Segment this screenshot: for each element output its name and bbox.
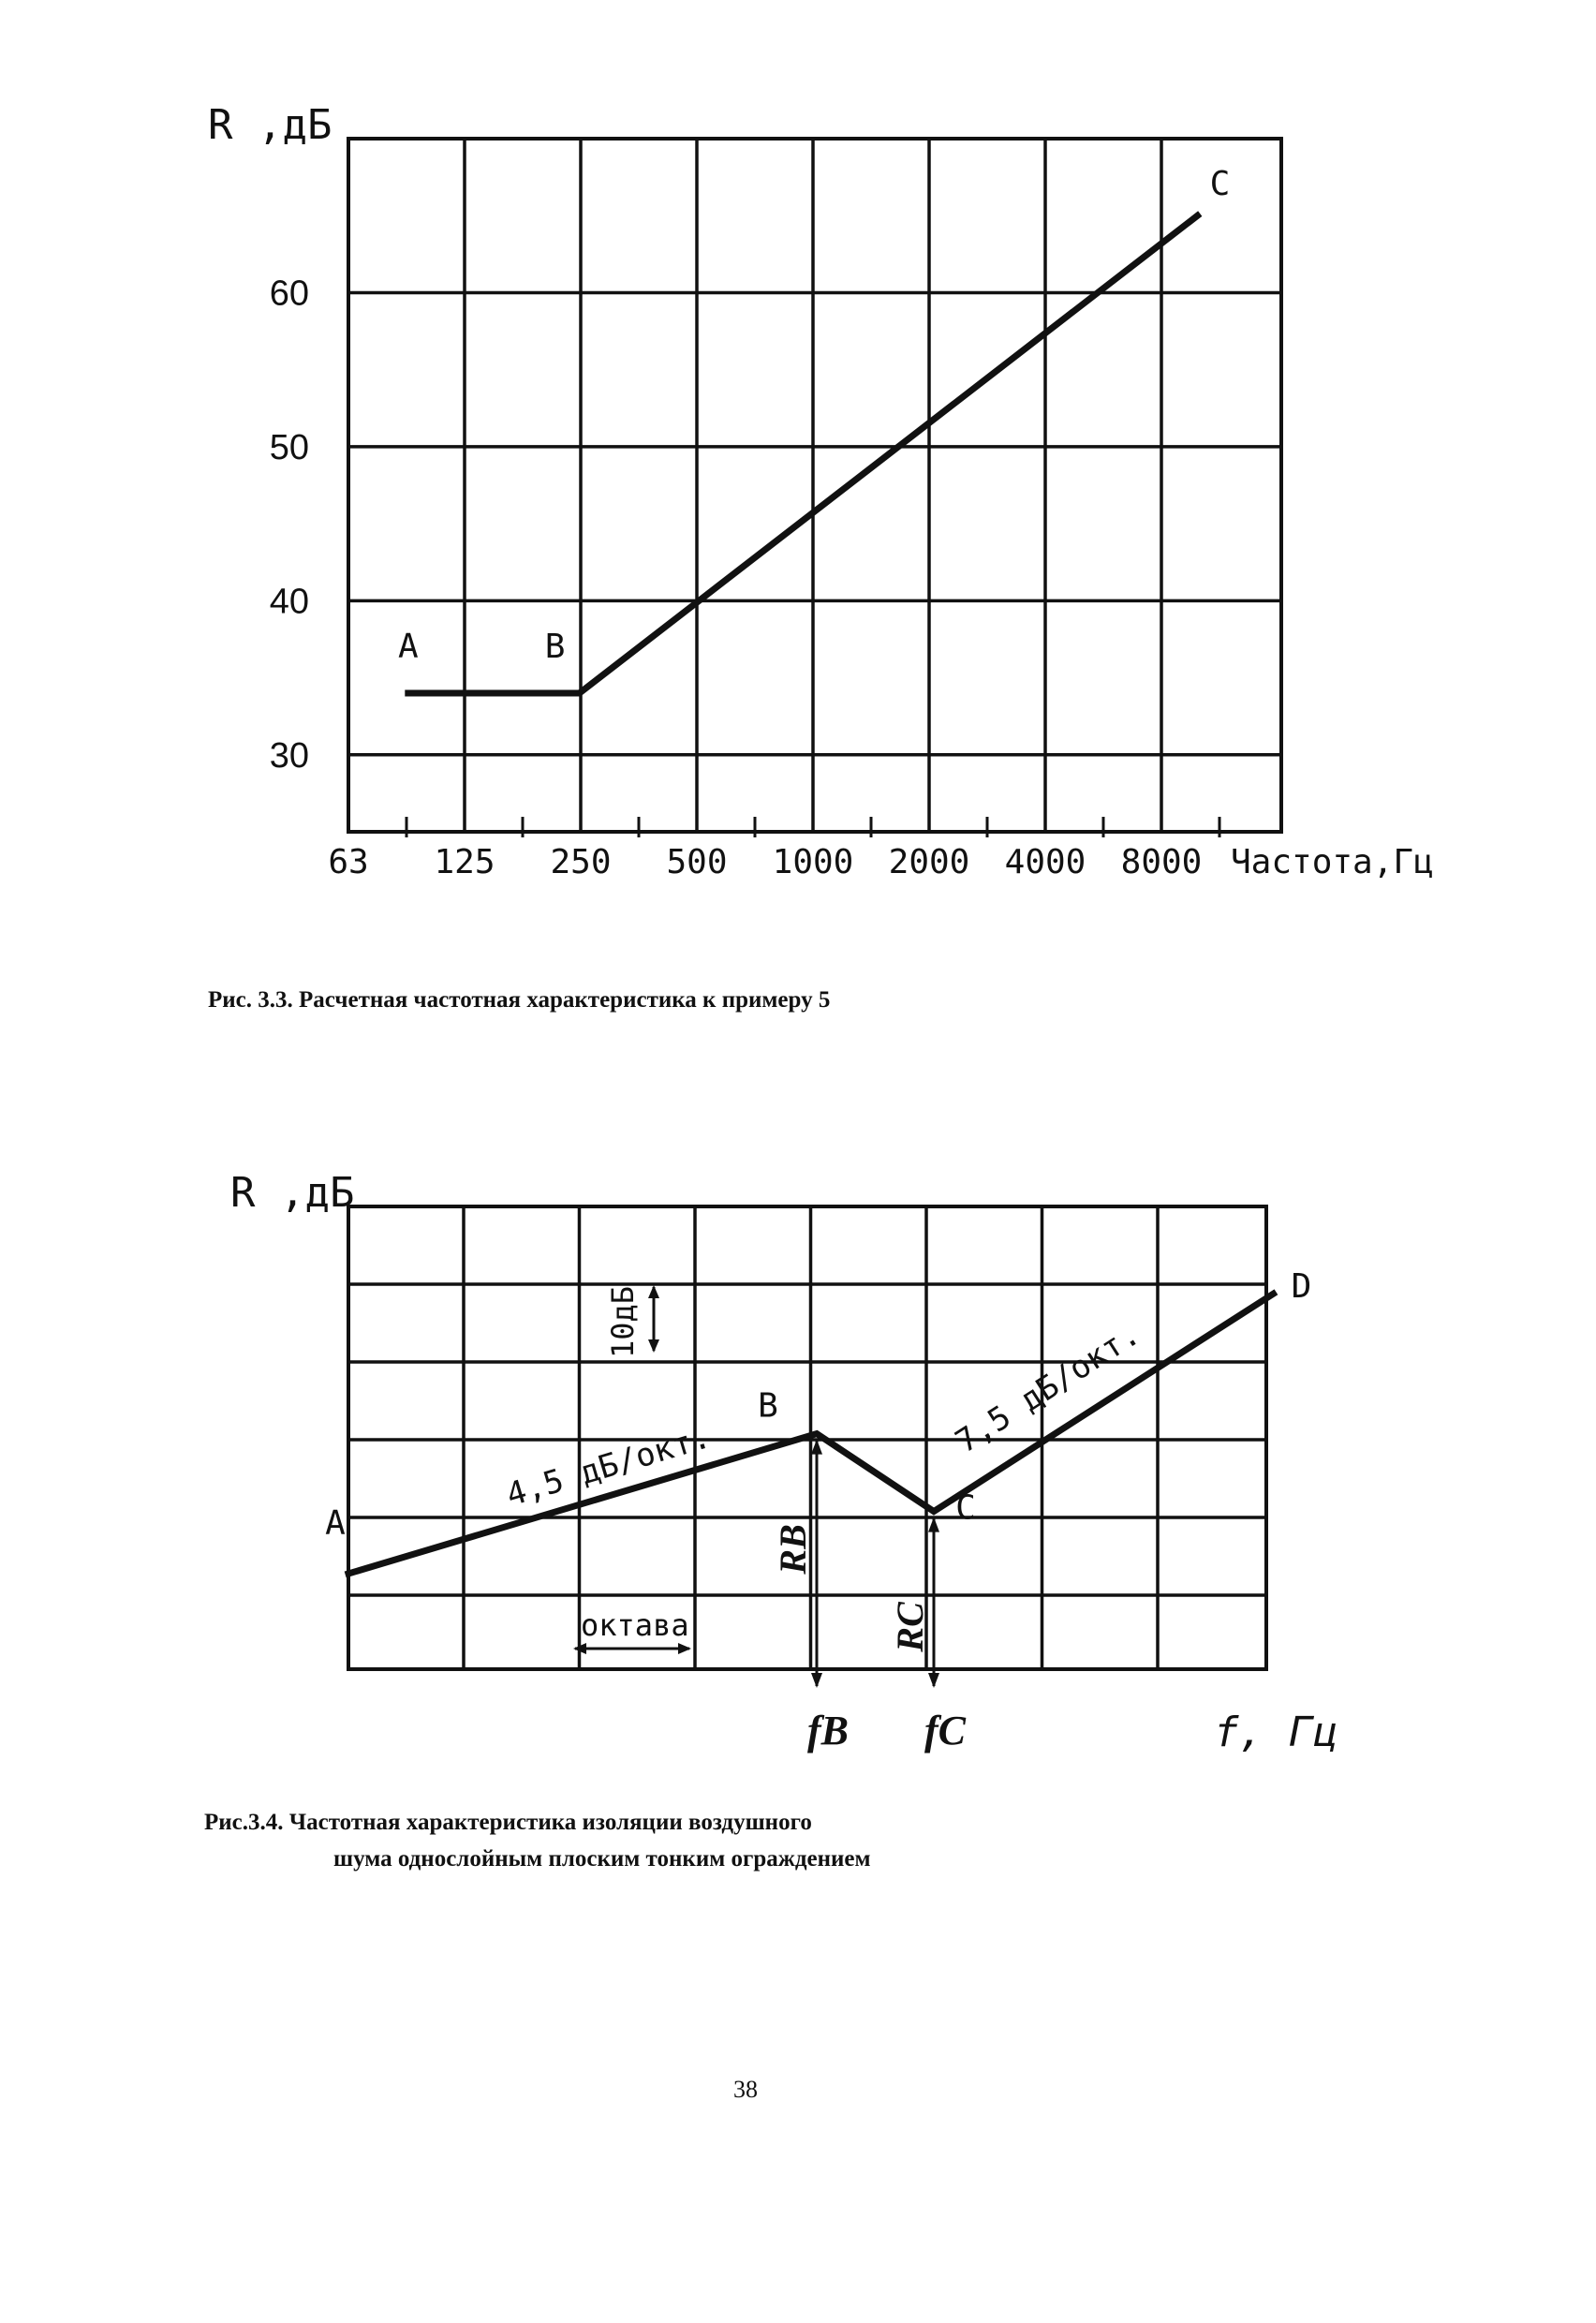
- chart2-x-marker-B: fB: [807, 1708, 849, 1753]
- chart2-y-axis-title: R ,дБ: [230, 1169, 355, 1217]
- chart2-point-label-D: D: [1291, 1267, 1312, 1307]
- chart2-x-marker-C: fC: [924, 1708, 966, 1753]
- chart1-point-label-A: A: [397, 628, 419, 666]
- chart-fig-3-4: [0, 1162, 1596, 1817]
- page-number: 38: [733, 2076, 758, 2103]
- chart2-point-label-B: B: [758, 1386, 778, 1426]
- chart2-y-marker-B: RB: [772, 1524, 814, 1575]
- chart2-scale-label: 10дБ: [605, 1285, 641, 1358]
- chart1-x-tick-label: 8000: [1120, 843, 1203, 881]
- chart1-y-axis-title: R ,дБ: [208, 101, 332, 149]
- chart1-y-tick-label: 60: [269, 274, 309, 314]
- chart2-slope-label-2: 7,5 дБ/окт.: [949, 1315, 1147, 1461]
- chart2-scale-arrow-down: [648, 1339, 659, 1353]
- chart1-y-tick-label: 40: [269, 582, 309, 622]
- chart1-x-tick-label: 4000: [1004, 843, 1086, 881]
- chart2-point-label-C: C: [955, 1488, 976, 1528]
- chart2-marker-arrow-top-C: [928, 1517, 939, 1532]
- chart-fig-3-3: [0, 0, 1596, 937]
- chart1-x-tick-label: 250: [550, 843, 612, 881]
- figure-caption-3-3: Рис. 3.3. Расчетная частотная характеристика к примеру 5: [208, 987, 831, 1013]
- chart1-x-tick-label: 500: [666, 843, 728, 881]
- chart1-x-tick-label: 63: [328, 843, 369, 881]
- chart2-marker-arrow-bottom-B: [811, 1673, 822, 1688]
- chart1-x-tick-label: 2000: [888, 843, 970, 881]
- chart1-plot-frame: [348, 139, 1281, 832]
- figure-caption-3-4-line2: шума однослойным плоским тонким ограждением: [333, 1846, 871, 1872]
- chart1-point-label-C: C: [1209, 165, 1231, 204]
- chart1-point-label-B: B: [544, 628, 566, 666]
- chart1-y-tick-label: 50: [269, 427, 309, 467]
- chart1-y-tick-label: 30: [269, 735, 309, 776]
- chart2-scale-arrow-up: [648, 1285, 659, 1298]
- chart1-x-tick-label: 1000: [772, 843, 854, 881]
- chart2-octave-label: октава: [581, 1607, 689, 1643]
- chart2-octave-arrow-right: [678, 1643, 691, 1654]
- chart2-point-label-A: A: [325, 1504, 346, 1543]
- chart2-slope-label-1: 4,5 дБ/окт.: [502, 1417, 716, 1515]
- chart2-marker-arrow-top-B: [811, 1440, 822, 1455]
- chart1-series-line: [408, 215, 1198, 693]
- chart2-y-marker-C: RC: [889, 1602, 931, 1652]
- chart2-x-axis-title: f, Гц: [1214, 1709, 1338, 1756]
- chart1-x-tick-label: 125: [434, 843, 495, 881]
- chart2-marker-arrow-bottom-C: [928, 1673, 939, 1688]
- chart1-x-axis-title: Частота,Гц: [1231, 843, 1434, 881]
- figure-caption-3-4-line1: Рис.3.4. Частотная характеристика изоляции воздушного: [204, 1810, 812, 1835]
